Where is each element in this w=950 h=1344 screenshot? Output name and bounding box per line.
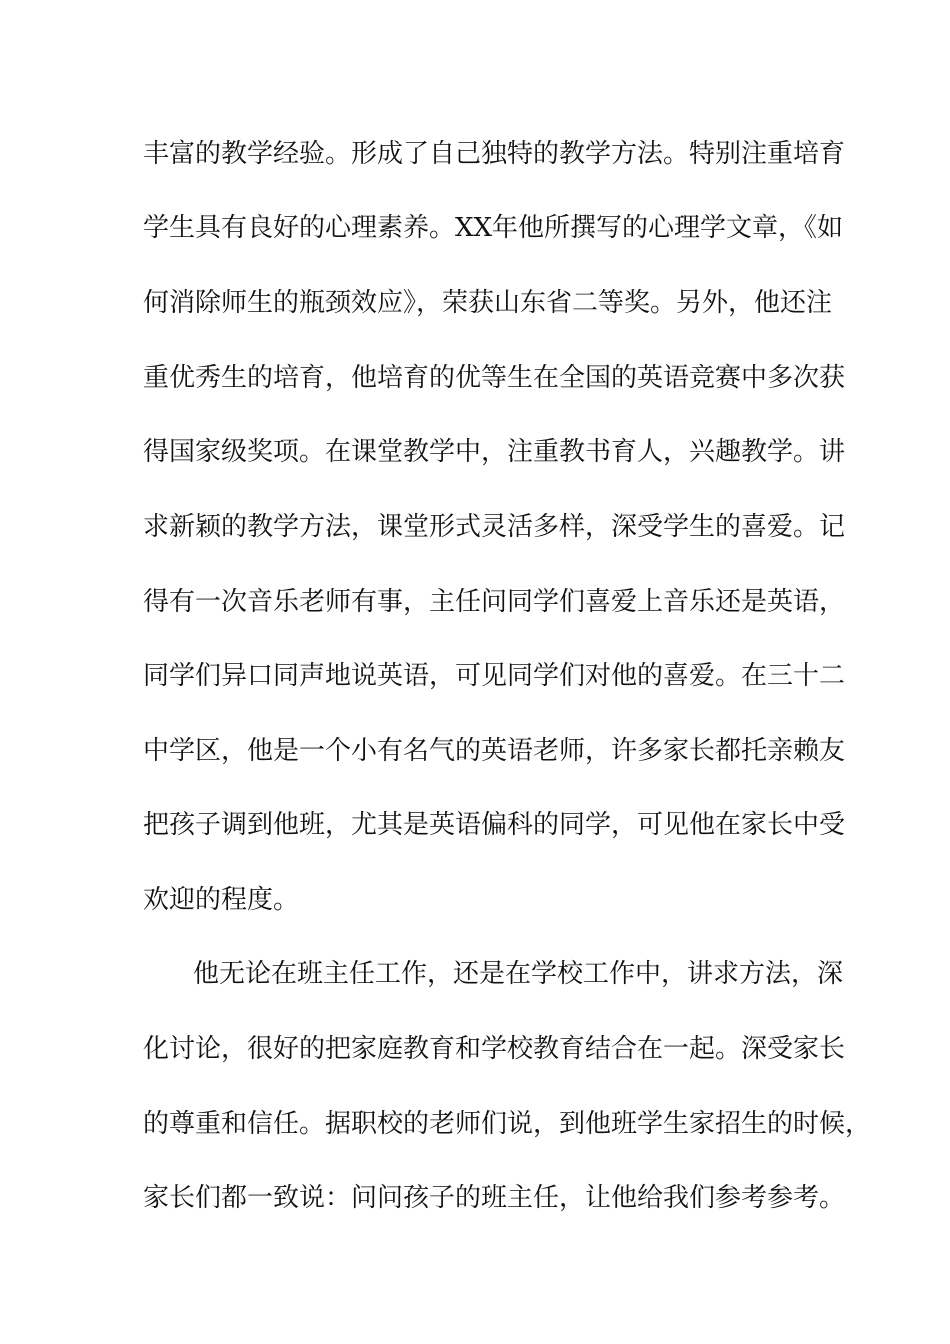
text-line: 同学们异口同声地说英语，可见同学们对他的喜爱。在三十二 (143, 661, 846, 691)
text-line: 丰富的教学经验。形成了自己独特的教学方法。特别注重培育 (143, 139, 846, 169)
text-line: 得国家级奖项。在课堂教学中，注重教书育人，兴趣教学。讲 (143, 437, 846, 467)
text-line: 中学区，他是一个小有名气的英语老师，许多家长都托亲赖友 (143, 736, 846, 766)
text-line: 求新颖的教学方法，课堂形式灵活多样，深受学生的喜爱。记 (143, 512, 846, 542)
text-line: 学生具有良好的心理素养。XX年他所撰写的心理学文章，《如 (143, 213, 844, 243)
text-line: 欢迎的程度。 (143, 885, 300, 915)
text-line: 得有一次音乐老师有事，主任问同学们喜爱上音乐还是英语， (143, 587, 846, 617)
text-line: 化讨论，很好的把家庭教育和学校教育结合在一起。深受家长 (143, 1034, 846, 1064)
text-line: 把孩子调到他班，尤其是英语偏科的同学，可见他在家长中受 (143, 810, 846, 840)
text-line: 家长们都一致说：问问孩子的班主任，让他给我们参考参考。 (143, 1183, 846, 1213)
text-line: 重优秀生的培育，他培育的优等生在全国的英语竞赛中多次获 (143, 363, 846, 393)
text-line: 的尊重和信任。据职校的老师们说，到他班学生家招生的时候， (143, 1109, 872, 1139)
paragraph-first-line: 他无论在班主任工作，还是在学校工作中，讲求方法，深 (193, 959, 844, 989)
text-line: 何消除师生的瓶颈效应》，荣获山东省二等奖。另外，他还注 (143, 288, 833, 318)
